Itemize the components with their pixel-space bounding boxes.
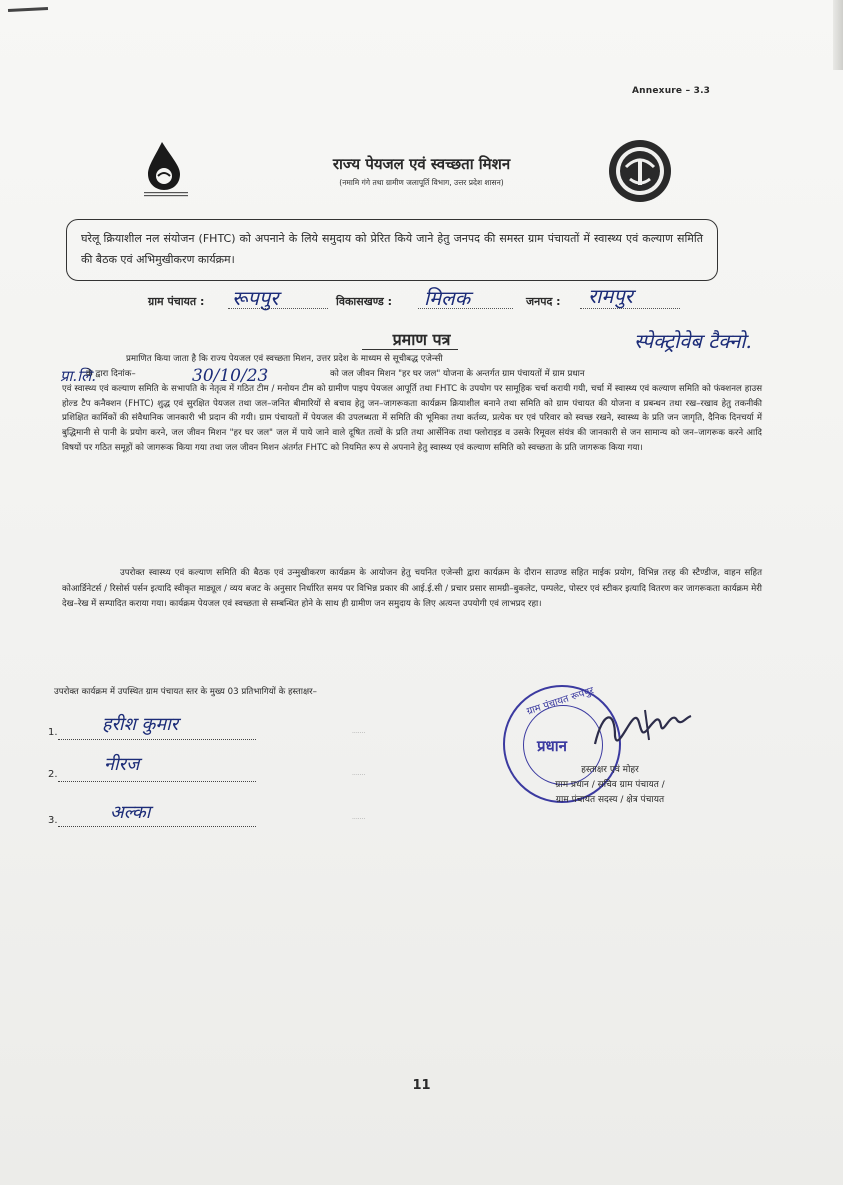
participant-number: 2. [48, 769, 58, 780]
para2-text: उपरोक्त स्वास्थ्य एवं कल्याण समिति की बैठक एवं उन्मुखीकरण कार्यक्रम के आयोजन हेतु चयनित एजेन्सी द्वारा कार्यक्रम के दौरान साउण्ड सहित माईक प्रयोग, विभिन्न तरह की स्टैण्डीज, वाहन सहित कोआर्डिनेटर्स / रिसोर्स पर्सन इत्यादि स्वीकृत माड्यूल / व्यय बजट के अनुसार निर्धारित समय पर विभिन्न प्रकार की आई.ई.सी / प्रचार प्रसार सामग्री–बुकलेट, पम्पलेट, पोस्टर एवं स्टीकर इत्यादि वितरण कर जागरूकता कार्यक्रम मेरी देख–रेख में सम्पादित कराया गया। कार्यक्रम पेयजल एवं स्वच्छता से सम्बन्धित होने के साथ ही ग्रामीण जन समुदाय के लिए अत्यन्त उपयोगी एवं लाभप्रद रहा। [62, 568, 762, 609]
certificate-paragraph-1 [62, 352, 762, 456]
header-title: राज्य पेयजल एवं स्वच्छता मिशन [332, 155, 511, 173]
participant-number: 1. [48, 727, 58, 738]
signature-caption-line: ग्राम पंचायत सदस्य / क्षेत्र पंचायत [555, 795, 665, 805]
signature-caption [495, 763, 725, 808]
para1-line2: के द्वारा दिनांक– [86, 368, 136, 379]
location-fields [148, 286, 708, 318]
header-subtitle: (नमामि गंगे तथा ग्रामीण जलापूर्ति विभाग, उत्तर प्रदेश शासन) [339, 178, 504, 187]
participant-row [48, 727, 58, 738]
para1-body: एवं स्वास्थ्य एवं कल्याण समिति के सभापति के नेतृत्व में गठित टीम / मनोयन टीम को ग्रामीण पाइप पेयजल आपूर्ति तथा FHTC के उपयोग पर सामूहिक चर्चा करायी गयी, चर्चा में स्वास्थ्य एवं कल्याण समिति को फंक्शनल हाउस होल्ड टैप कनैक्शन (FHTC) शुद्ध एवं सुरक्षित पेयजल तथा जल–जनित बीमारियों से बचाव हेतु जन–जागरूकता कार्यक्रम क्रियाशील बनाने तथा समिति को ग्राम पंचायत की योजना व प्रबन्धन तथा रख–रखाव हेतु तकनीकी प्रशिक्षित कार्मिकों की संवैधानिक जानकारी भी प्रदान की गयी। ग्राम पंचायतों में पेयजल की उपलब्धता में समिति की भूमिका तथा कर्तव्य, प्रत्येक घर एवं परिवार को स्वच्छ रखने, स्वास्थ्य के प्रति जन जागृति, दैनिक दिनचर्या में बुद्धिमानी से पानी के प्रयोग करने, जल जीवन मिशन "हर घर जल" जल में पाये जाने वाले दूषित तत्वों के प्रति तथा आर्सेनिक तथा फ्लोराइड व उसके रिमूवल संयंत्र की जानकारी से जन सामान्य को जन–जागरूक करने आदि विषयों पर गठित समूहों को जागरूक किया गया तथा जल जीवन मिशन अंतर्गत FHTC को नियमित रूप से अपनाने हेतु स्वास्थ्य एवं कल्याण समिति को स्वच्छता के प्रति जागरूक किया गया। [62, 383, 762, 453]
signature-line [58, 739, 256, 740]
faint-mark: ······· [352, 772, 366, 779]
program-title-box: घरेलू क्रियाशील नल संयोजन (FHTC) को अपनाने के लिये समुदाय को प्रेरित किये जाने हेतु जनपद की समस्त ग्राम पंचायतों में स्वास्थ्य एवं कल्याण समिति की बैठक एवं अभिमुखीकरण कार्यक्रम। [66, 219, 718, 281]
participant-number: 3. [48, 815, 58, 826]
janpad-underline [580, 308, 680, 309]
participants-intro: उपरोक्त कार्यक्रम में उपस्थित ग्राम पंचायत स्तर के मुख्य 03 प्रतिभागियों के हस्ताक्षर– [54, 687, 317, 697]
participant-signature: हरीश कुमार [102, 714, 179, 735]
certificate-paragraph-2 [62, 566, 762, 613]
para1-line2-row [62, 367, 762, 382]
faint-mark: ······· [352, 816, 366, 823]
page-number: 11 [412, 1078, 431, 1093]
signature-line [58, 826, 256, 827]
seal-center-text: प्रधान [537, 737, 567, 755]
seal-ring-text: ग्राम पंचायत रूपपुर [525, 685, 596, 718]
vikaskhand-label: विकासखण्ड : [336, 295, 393, 308]
signature-caption-line: ग्राम प्रधान / सचिव ग्राम पंचायत / [555, 780, 665, 790]
pen-mark [8, 7, 48, 12]
agency-handwritten: स्पेक्ट्रोवेब टैक्नो. [634, 329, 752, 353]
janpad-label: जनपद : [526, 295, 561, 308]
faint-mark: ······· [352, 730, 366, 737]
signature-caption-line: हस्ताक्षर एवं मोहर [581, 765, 639, 775]
participant-signature: अल्का [110, 802, 151, 823]
pradhan-signature-scrawl-icon [585, 700, 695, 760]
annexure-label: Annexure – 3.3 [632, 86, 711, 96]
certificate-title-underline [362, 349, 458, 350]
gram-panchayat-underline [228, 308, 328, 309]
participant-row [48, 815, 58, 826]
participant-row [48, 769, 58, 780]
janpad-value: रामपुर [588, 284, 633, 308]
para1-line1: प्रमाणित किया जाता है कि राज्य पेयजल एवं स्वच्छता मिशन, उत्तर प्रदेश के माध्यम से सूचीबद्ध एजेन्सी [126, 354, 443, 364]
certificate-title: प्रमाण पत्र [392, 330, 451, 349]
vikaskhand-underline [418, 308, 513, 309]
participant-signature: नीरज [104, 754, 140, 775]
page-edge-shadow [833, 0, 843, 70]
signature-line [58, 781, 256, 782]
gram-panchayat-label: ग्राम पंचायत : [148, 295, 205, 308]
para1-line2b: को जल जीवन मिशन "हर घर जल" योजना के अन्तर्गत ग्राम पंचायतों में ग्राम प्रधान [330, 368, 585, 379]
gram-panchayat-value: रूपपुर [232, 286, 279, 310]
date-handwritten: 30/10/23 [192, 366, 269, 386]
agency-suffix-handwritten: प्रा.लि. [60, 367, 97, 385]
vikaskhand-value: मिलक [424, 286, 471, 310]
